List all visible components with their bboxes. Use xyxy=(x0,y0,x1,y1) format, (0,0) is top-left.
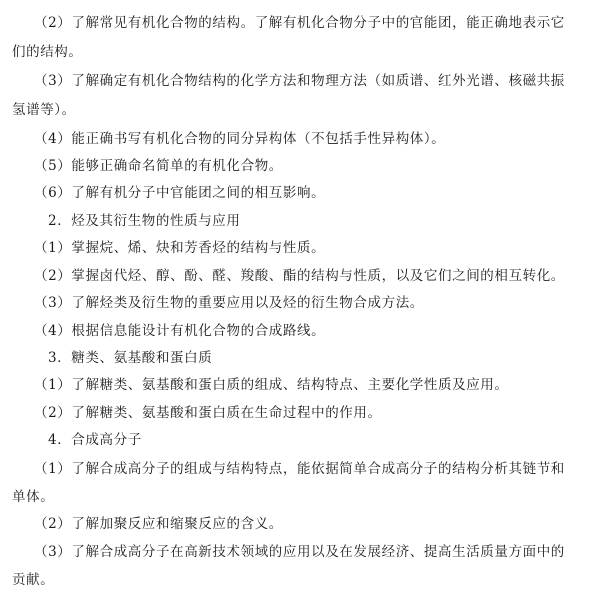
text-line: 贡献。 xyxy=(12,572,55,588)
text-line: （3）了解合成高分子在高新技术领域的应用以及在发展经济、提高生活质量方面中的 xyxy=(34,544,565,560)
text-line: （1）了解糖类、氨基酸和蛋白质的组成、结构特点、主要化学性质及应用。 xyxy=(34,377,509,393)
section-heading: 3．糖类、氨基酸和蛋白质 xyxy=(48,350,213,366)
section-heading: 2．烃及其衍生物的性质与应用 xyxy=(48,213,241,229)
text-line: （1）了解合成高分子的组成与结构特点，能依据简单合成高分子的结构分析其链节和 xyxy=(34,461,565,477)
text-line: （4）能正确书写有机化合物的同分异构体（不包括手性异构体）。 xyxy=(34,131,446,147)
text-line: 氢谱等）。 xyxy=(12,102,76,118)
text-line: 单体。 xyxy=(12,489,55,505)
text-line: （3）了解烃类及衍生物的重要应用以及烃的衍生物合成方法。 xyxy=(34,295,424,311)
text-line: （2）了解糖类、氨基酸和蛋白质在生命过程中的作用。 xyxy=(34,405,382,421)
text-line: （6）了解有机分子中官能团之间的相互影响。 xyxy=(34,185,326,201)
text-line: （3）了解确定有机化合物结构的化学方法和物理方法（如质谱、红外光谱、核磁共振 xyxy=(34,73,565,89)
text-line: 们的结构。 xyxy=(12,44,83,60)
text-line: （2）了解加聚反应和缩聚反应的含义。 xyxy=(34,516,283,532)
text-line: （1）掌握烷、烯、炔和芳香烃的结构与性质。 xyxy=(34,240,326,256)
text-line: （2）了解常见有机化合物的结构。了解有机化合物分子中的官能团，能正确地表示它 xyxy=(34,15,565,31)
section-heading: 4．合成高分子 xyxy=(48,432,142,448)
text-line: （5）能够正确命名简单的有机化合物。 xyxy=(34,158,283,174)
text-line: （2）掌握卤代烃、醇、酚、醛、羧酸、酯的结构与性质，以及它们之间的相互转化。 xyxy=(34,268,565,284)
text-line: （4）根据信息能设计有机化合物的合成路线。 xyxy=(34,323,326,339)
